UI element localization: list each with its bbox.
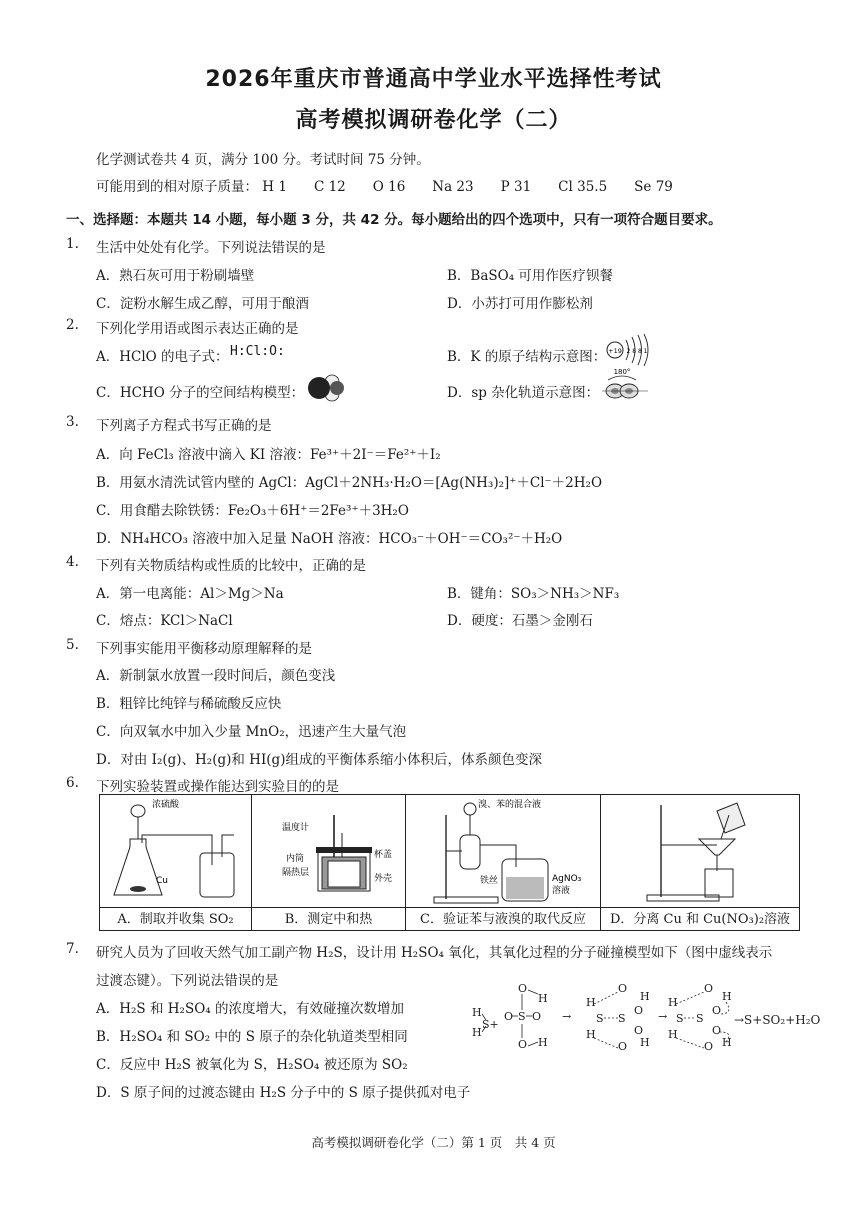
mixture-label: 溴、苯的混合液 — [478, 800, 542, 810]
scheme-product: →S+SO₂+H₂O — [734, 1013, 821, 1027]
hclo-electron-formula: H:Cl:O: — [230, 344, 285, 359]
question-stem-line1: 研究人员为了回收天然气加工副产物 H₂S，设计用 H₂SO₄ 氧化，其氧化过程的分子碰撞模型如下（图中虚线表示 — [96, 945, 773, 961]
filtration-diagram — [601, 795, 798, 907]
calorimeter-diagram — [252, 795, 404, 907]
question-number: 6. — [66, 775, 79, 791]
nucleus-label: +19 — [608, 347, 622, 355]
option-c: C．淀粉水解生成乙醇，可用于酿酒 — [96, 296, 309, 312]
svg-text:H: H — [722, 1036, 732, 1049]
svg-text:S: S — [618, 1012, 626, 1025]
experiment-b-cell — [252, 795, 406, 931]
acid-label: 浓硫酸 — [152, 800, 180, 810]
option-d: D．S 原子间的过渡态键由 H₂S 分子中的 S 原子提供孤对电子 — [96, 1085, 471, 1101]
option-a: A．H₂S 和 H₂SO₄ 的浓度增大，有效碰撞次数增加 — [96, 1001, 404, 1017]
option-a: A．向 FeCl₃ 溶液中滴入 KI 溶液：Fe³⁺＋2I⁻＝Fe²⁺＋I₂ — [96, 447, 441, 463]
exam-subtitle: 高考模拟调研卷化学（二） — [295, 108, 572, 133]
exam-title: 2026年重庆市普通高中学业水平选择性考试 — [205, 67, 662, 92]
section-heading: 一、选择题：本题共 14 小题，每小题 3 分，共 42 分。每小题给出的四个选项中，只有一项符合题目要求。 — [66, 212, 722, 228]
svg-text:H: H — [640, 1036, 650, 1049]
option-b: B．BaSO₄ 可用作医疗钡餐 — [447, 268, 613, 284]
svg-text:S: S — [518, 1010, 526, 1023]
svg-text:O: O — [712, 1004, 722, 1017]
svg-text:S: S — [676, 1012, 684, 1025]
shell-electrons-label: 2 8 8 1 — [626, 348, 648, 355]
lid-label: 杯盖 — [374, 850, 393, 860]
experiment-b-caption: B．测定中和热 — [252, 907, 405, 930]
question-number: 4. — [66, 554, 79, 570]
question-stem: 下列事实能用平衡移动原理解释的是 — [96, 641, 312, 657]
svg-text:O: O — [518, 1038, 528, 1051]
svg-text:O: O — [704, 1040, 714, 1053]
option-c: C．用食醋去除铁锈：Fe₂O₃＋6H⁺＝2Fe³⁺＋3H₂O — [96, 503, 409, 519]
option-b: B．粗锌比纯锌与稀硫酸反应快 — [96, 696, 282, 712]
option-b: B．用氨水清洗试管内壁的 AgCl：AgCl＋2NH₃·H₂O＝[Ag(NH₃)₂]⁺＋Cl⁻＋2H₂O — [96, 475, 603, 491]
option-d: D．小苏打可用作膨松剂 — [447, 296, 593, 312]
outer-shell-label: 外壳 — [374, 874, 393, 884]
question-stem: 生活中处处有化学。下列说法错误的是 — [96, 240, 326, 256]
question-number: 7. — [66, 941, 79, 957]
experiment-c-caption: C．验证苯与液溴的取代反应 — [406, 907, 600, 930]
svg-text:O: O — [704, 982, 714, 995]
option-d: D．对由 I₂(g)、H₂(g)和 HI(g)组成的平衡体系缩小体积后，体系颜色变深 — [96, 752, 542, 768]
svg-text:O: O — [712, 1024, 722, 1037]
svg-text:H: H — [472, 1026, 482, 1039]
exam-intro: 化学测试卷共 4 页，满分 100 分。考试时间 75 分钟。 — [96, 152, 430, 168]
svg-text:→: → — [562, 1010, 572, 1023]
question-number: 3. — [66, 414, 79, 430]
insulation-label: 隔热层 — [282, 868, 310, 878]
svg-text:O: O — [504, 1010, 514, 1023]
option-a: A．第一电离能：Al＞Mg＞Na — [96, 586, 284, 602]
question-stem: 下列化学用语或图示表达正确的是 — [96, 321, 299, 337]
iron-wire-label: 铁丝 — [480, 876, 499, 886]
page-footer: 高考模拟调研卷化学（二）第 1 页 共 4 页 — [311, 1135, 556, 1150]
svg-text:O: O — [634, 1004, 644, 1017]
atomic-masses: 可能用到的相对原子质量： H 1 C 12 O 16 Na 23 P 31 Cl 35.5 Se 79 — [96, 179, 673, 195]
question-stem: 下列离子方程式书写正确的是 — [96, 418, 272, 434]
svg-text:O: O — [532, 1010, 542, 1023]
svg-text:H: H — [472, 1006, 482, 1019]
option-a: A．HClO 的电子式： — [96, 349, 229, 365]
experiment-table — [99, 794, 800, 931]
option-d: D．硬度：石墨＞金刚石 — [447, 613, 593, 629]
so2-apparatus-diagram — [100, 795, 250, 907]
solution-label: 溶液 — [552, 886, 571, 896]
question-number: 2. — [66, 317, 79, 333]
svg-text:→: → — [658, 1010, 668, 1023]
svg-text:H: H — [538, 992, 548, 1005]
option-b: B．键角：SO₃＞NH₃＞NF₃ — [447, 586, 620, 602]
option-b: B．H₂SO₄ 和 SO₂ 中的 S 原子的杂化轨道类型相同 — [96, 1029, 408, 1045]
option-c: C．反应中 H₂S 被氧化为 S，H₂SO₄ 被还原为 SO₂ — [96, 1057, 408, 1073]
experiment-d-caption: D．分离 Cu 和 Cu(NO₃)₂溶液 — [601, 907, 799, 930]
angle-label: 180° — [613, 368, 631, 376]
svg-text:O: O — [618, 1040, 628, 1053]
k-atom-structure-diagram — [604, 333, 654, 367]
option-b: B．K 的原子结构示意图： — [447, 349, 607, 365]
thermometer-label: 温度计 — [282, 823, 310, 833]
agno3-label: AgNO₃ — [552, 874, 582, 884]
svg-text:S+: S+ — [482, 1018, 499, 1031]
question-stem-line2: 过渡态键）。下列说法错误的是 — [96, 973, 279, 989]
svg-text:H: H — [722, 990, 732, 1003]
svg-text:H: H — [668, 1028, 678, 1041]
question-number: 1. — [66, 236, 79, 252]
cu-label: Cu — [156, 876, 168, 886]
svg-text:H: H — [668, 996, 678, 1009]
experiment-a-cell — [100, 795, 252, 931]
svg-text:S: S — [696, 1012, 704, 1025]
experiment-a-caption: A．制取并收集 SO₂ — [100, 907, 251, 930]
experiment-d-cell — [601, 795, 800, 931]
svg-text:H: H — [586, 1028, 596, 1041]
bromination-apparatus-diagram — [406, 795, 599, 907]
svg-text:H: H — [538, 1036, 548, 1049]
svg-text:O: O — [518, 982, 528, 995]
option-c: C．HCHO 分子的空间结构模型： — [96, 385, 305, 401]
option-a: A．新制氯水放置一段时间后，颜色变浅 — [96, 668, 336, 684]
inner-cup-label: 内筒 — [286, 854, 305, 864]
svg-text:O: O — [634, 1024, 644, 1037]
collision-model-scheme — [468, 980, 821, 1060]
question-stem: 下列有关物质结构或性质的比较中，正确的是 — [96, 558, 366, 574]
svg-text:H: H — [586, 996, 596, 1009]
svg-text:O: O — [618, 982, 628, 995]
option-c: C．向双氧水中加入少量 MnO₂，迅速产生大量气泡 — [96, 724, 407, 740]
option-d: D．NH₄HCO₃ 溶液中加入足量 NaOH 溶液：HCO₃⁻＋OH⁻＝CO₃²⁻＋H₂O — [96, 531, 563, 547]
sp-hybrid-orbital-diagram — [600, 366, 654, 404]
question-number: 5. — [66, 637, 79, 653]
svg-text:H: H — [640, 990, 650, 1003]
svg-text:S: S — [596, 1012, 604, 1025]
option-d: D．sp 杂化轨道示意图： — [447, 385, 600, 401]
experiment-c-cell — [406, 795, 601, 931]
option-a: A．熟石灰可用于粉刷墙壁 — [96, 268, 255, 284]
option-c: C．熔点：KCl＞NaCl — [96, 613, 233, 629]
hcho-space-filling-model — [302, 372, 346, 404]
question-stem: 下列实验装置或操作能达到实验目的的是 — [96, 779, 339, 795]
